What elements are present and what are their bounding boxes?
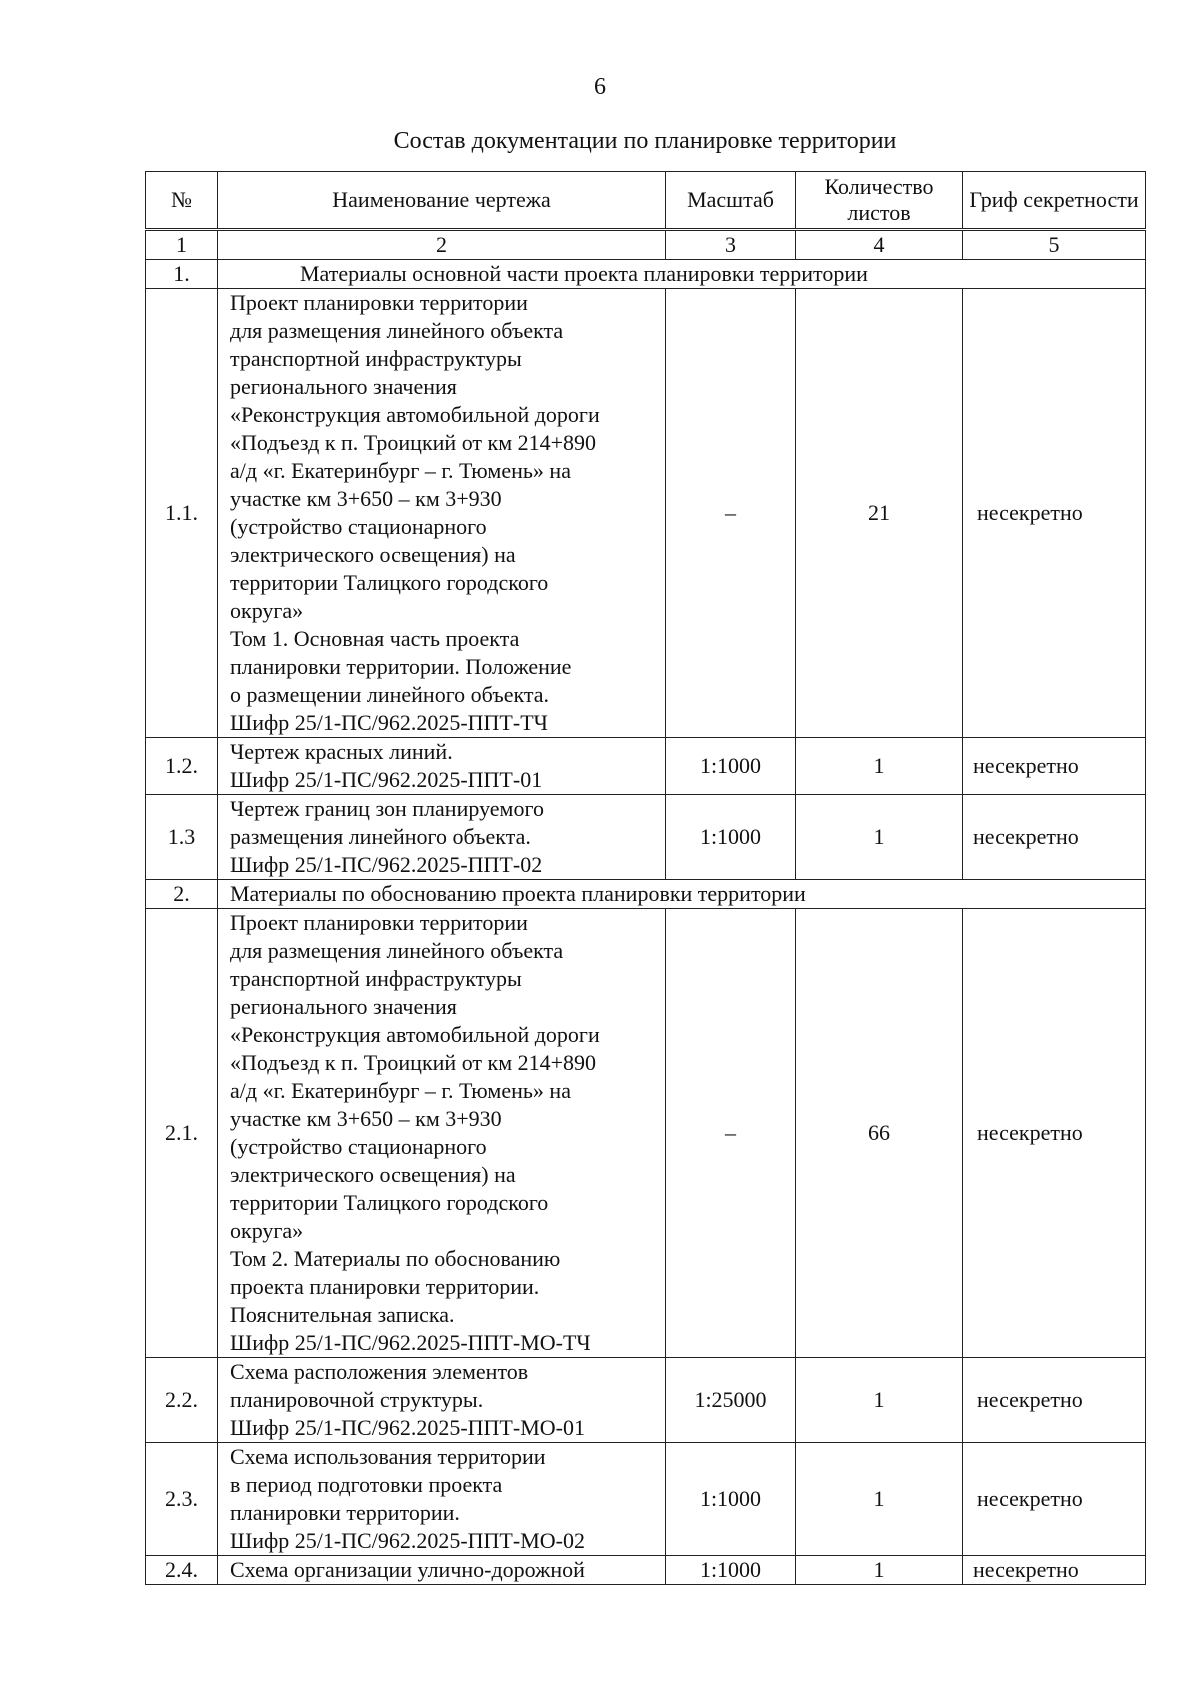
- drawing-name-text: Схема использования территории в период подготовки проекта планировки территории. Шифр 25/1-ПС/962.2025-ППТ-МО-02: [230, 1444, 585, 1553]
- drawing-name: [218, 1556, 666, 1585]
- drawing-name: [218, 1443, 666, 1556]
- drawing-name-text: Чертеж границ зон планируемого размещения линейного объекта. Шифр 25/1-ПС/962.2025-ППТ-02: [230, 796, 544, 877]
- scale: 1:1000: [666, 1443, 796, 1556]
- sheet-count: 21: [796, 289, 963, 738]
- page-number: 6: [594, 74, 606, 100]
- drawing-name: [218, 738, 666, 795]
- secrecy-status: несекретно: [963, 738, 1146, 795]
- secrecy-status: несекретно: [963, 289, 1146, 738]
- table-row: [146, 738, 1146, 795]
- documentation-table: [145, 171, 1146, 1585]
- secrecy-status: несекретно: [963, 1556, 1146, 1585]
- header-secrecy: Гриф секретности: [963, 172, 1146, 230]
- drawing-name-text: Схема расположения элементов планировочной структуры. Шифр 25/1-ПС/962.2025-ППТ-МО-01: [230, 1359, 585, 1440]
- column-number: 5: [963, 230, 1146, 260]
- drawing-name: [218, 909, 666, 1358]
- header-scale: Масштаб: [666, 172, 796, 230]
- header-num: №: [146, 172, 218, 230]
- row-number: 2.2.: [146, 1358, 218, 1443]
- drawing-name: [218, 1358, 666, 1443]
- column-number-row: [146, 230, 1146, 260]
- scale: 1:1000: [666, 1556, 796, 1585]
- drawing-name-text: Проект планировки территории для размещения линейного объекта транспортной инфраструктуры регионального значения «Реконструкция автомобильной дороги «Подъезд к п. Троицкий от км 214+890 а/д «г. Екатеринбург – г. Тюмень» на участке км 3+650 – км 3+930 (устройство стационарного электрического освещения) на территории Талицкого городского округа» Том 2. Материалы по обоснованию проекта планировки территории. Пояснительная записка. Шифр 25/1-ПС/962.2025-ППТ-МО-ТЧ: [230, 910, 600, 1355]
- table-row: [146, 1556, 1146, 1585]
- column-number: 3: [666, 230, 796, 260]
- document-title: Состав документации по планировке территории: [393, 128, 897, 154]
- sheet-count: 66: [796, 909, 963, 1358]
- table-row: [146, 795, 1146, 880]
- secrecy-status: несекретно: [963, 1358, 1146, 1443]
- scale: –: [666, 909, 796, 1358]
- scale: 1:25000: [666, 1358, 796, 1443]
- section-title: Материалы по обоснованию проекта планировки территории: [218, 880, 1146, 909]
- secrecy-status: несекретно: [963, 909, 1146, 1358]
- section-row: [146, 260, 1146, 289]
- section-title: Материалы основной части проекта планировки территории: [218, 260, 1146, 289]
- scale: 1:1000: [666, 738, 796, 795]
- table-row: [146, 1443, 1146, 1556]
- secrecy-status: несекретно: [963, 1443, 1146, 1556]
- row-number: 1.1.: [146, 289, 218, 738]
- section-row: [146, 880, 1146, 909]
- column-number: 1: [146, 230, 218, 260]
- header-name: Наименование чертежа: [218, 172, 666, 230]
- section-number: 2.: [146, 880, 218, 909]
- row-number: 2.1.: [146, 909, 218, 1358]
- sheet-count: 1: [796, 738, 963, 795]
- table-row: [146, 289, 1146, 738]
- drawing-name-text: Проект планировки территории для размещения линейного объекта транспортной инфраструктуры регионального значения «Реконструкция автомобильной дороги «Подъезд к п. Троицкий от км 214+890 а/д «г. Екатеринбург – г. Тюмень» на участке км 3+650 – км 3+930 (устройство стационарного электрического освещения) на территории Талицкого городского округа» Том 1. Основная часть проекта планировки территории. Положение о размещении линейного объекта. Шифр 25/1-ПС/962.2025-ППТ-ТЧ: [230, 290, 600, 735]
- header-row: [146, 172, 1146, 230]
- header-sheets: Количество листов: [796, 172, 963, 230]
- row-number: 2.3.: [146, 1443, 218, 1556]
- column-number: 4: [796, 230, 963, 260]
- scale: 1:1000: [666, 795, 796, 880]
- sheet-count: 1: [796, 1358, 963, 1443]
- table-row: [146, 909, 1146, 1358]
- drawing-name: [218, 289, 666, 738]
- table-row: [146, 1358, 1146, 1443]
- drawing-name: [218, 795, 666, 880]
- column-number: 2: [218, 230, 666, 260]
- sheet-count: 1: [796, 795, 963, 880]
- row-number: 1.3: [146, 795, 218, 880]
- row-number: 2.4.: [146, 1556, 218, 1585]
- drawing-name-text: Чертеж красных линий. Шифр 25/1-ПС/962.2025-ППТ-01: [230, 739, 543, 792]
- drawing-name-text: Схема организации улично-дорожной: [230, 1557, 585, 1582]
- section-number: 1.: [146, 260, 218, 289]
- secrecy-status: несекретно: [963, 795, 1146, 880]
- sheet-count: 1: [796, 1443, 963, 1556]
- sheet-count: 1: [796, 1556, 963, 1585]
- row-number: 1.2.: [146, 738, 218, 795]
- scale: –: [666, 289, 796, 738]
